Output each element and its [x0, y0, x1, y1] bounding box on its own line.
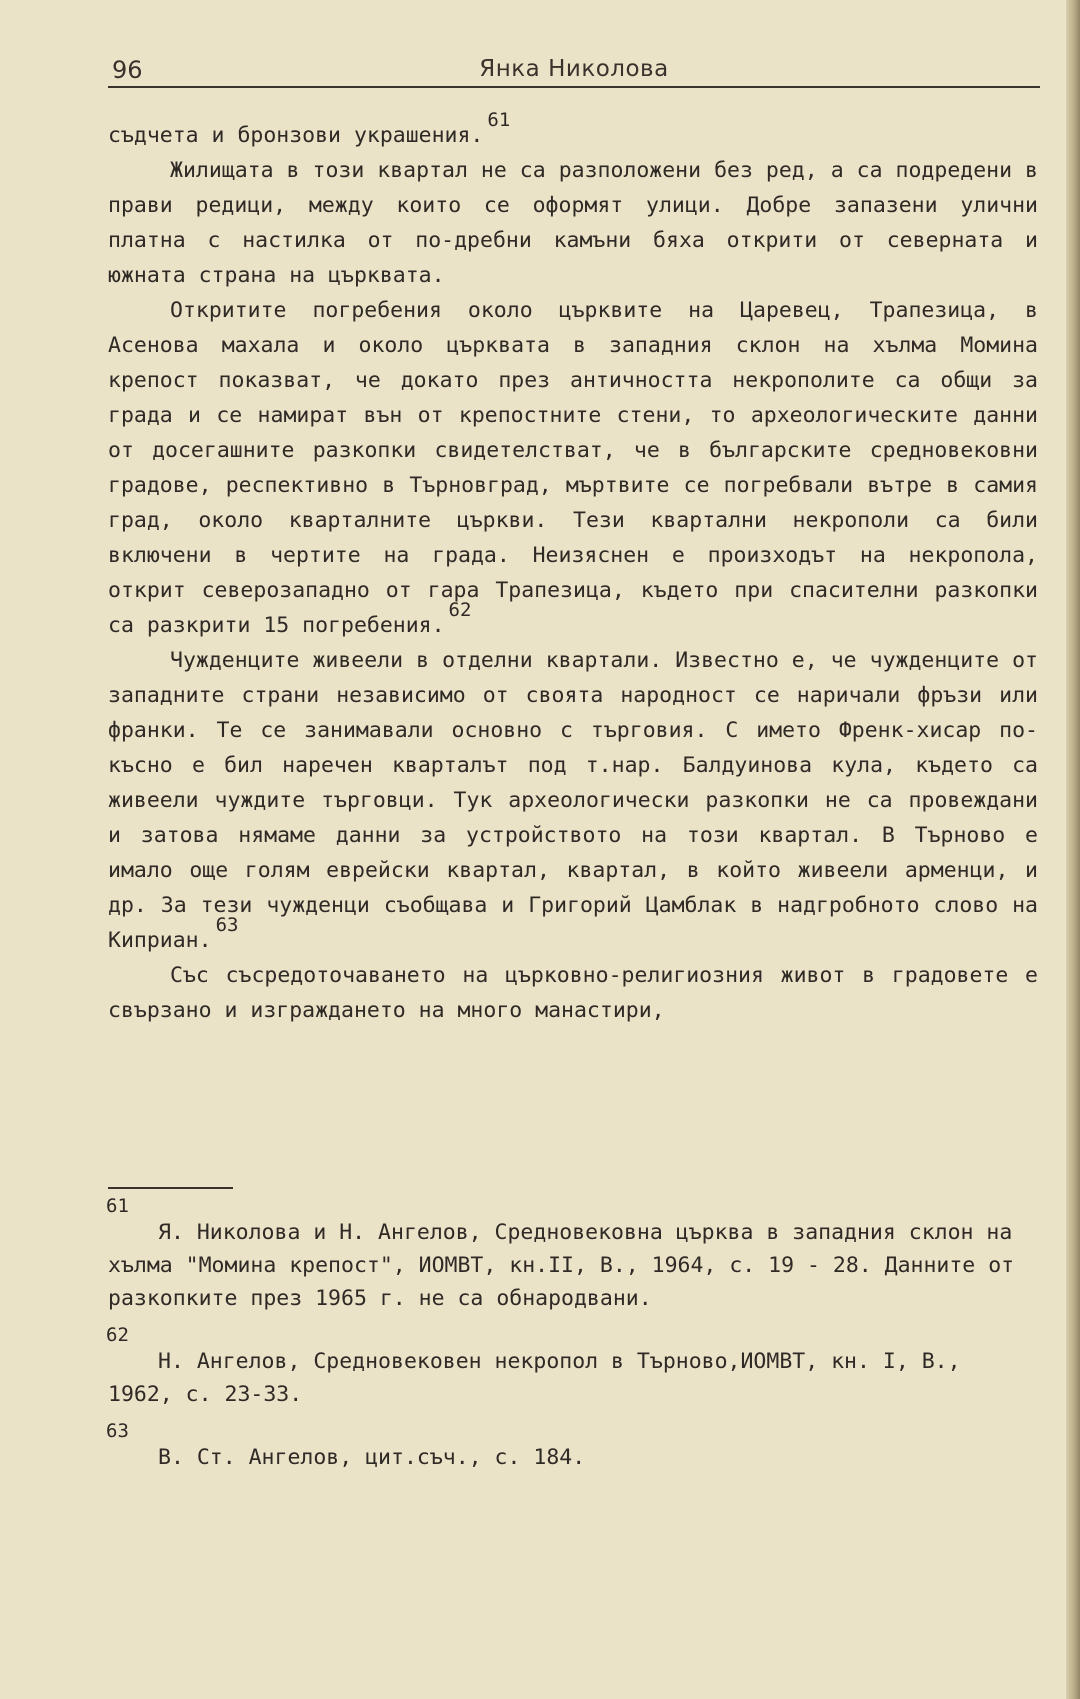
footnote-ref-62: 62	[448, 599, 472, 621]
footnote-ref-63: 63	[215, 914, 239, 936]
page-number: 96	[112, 56, 143, 84]
running-head: Янка Николова	[479, 56, 669, 82]
paragraph-4	[108, 643, 1038, 958]
footnotes	[108, 1196, 1038, 1484]
footnote-ref-61: 61	[487, 109, 511, 131]
page-edge	[1066, 0, 1080, 1699]
paragraph-4-text: Чужденците живеели в отделни квартали. Известно е, че чужденците от западните страни независимо от своята народност се наричали фръзи или франки. Те се занимавали основно с търговия. С името Френк-хисар по-късно е бил наречен кварталът под т.нар. Балдуинова кула, където са живеели чуждите търговци. Тук археологически разкопки не са провеждани и затова нямаме данни за устройството на този квартал. В Търново е имало още голям еврейски квартал, квартал, в който живеели арменци, и др. За тези чужденци съобщава и Григорий Цамблак в надгробното слово на Киприан.	[108, 648, 1038, 953]
footnote-rule	[108, 1187, 233, 1189]
paragraph-1	[108, 109, 1038, 153]
page-header	[108, 56, 1040, 86]
footnote-63	[108, 1421, 1038, 1474]
footnote-62	[108, 1325, 1038, 1411]
footnote-text: Н. Ангелов, Средновековен некропол в Търново,ИОМВТ, кн. I, В., 1962, с. 23-33.	[108, 1349, 961, 1407]
paragraph-1-text: съдчета и бронзови украшения.	[108, 123, 484, 148]
paragraph-3-text: Откритите погребения около църквите на Царевец, Трапезица, в Асенова махала и около църквата в западния склон на хълма Момина крепост показват, че докато през античността некрополите са общи за града и се намират вън от крепостните стени, то археологическите данни от досегашните разкопки свидетелстват, че в българските средновековни градове, респективно в Търновград, мъртвите се погребвали вътре в самия град, около кварталните църкви. Тези квартални некрополи са били включени в чертите на града. Неизяснен е произходът на некропола, открит северозападно от гара Трапезица, където при спасителни разкопки са разкрити 15 погребения.	[108, 298, 1038, 638]
header-rule	[108, 86, 1040, 88]
footnote-61	[108, 1196, 1038, 1315]
paragraph-2: Жилищата в този квартал не са разположени без ред, а са подредени в прави редици, между които се оформят улици. Добре запазени улични платна с настилка от по-дребни камъни бяха открити от северната и южната страна на църквата.	[108, 158, 1038, 288]
paragraph-5: Със съсредоточаването на църковно-религиозния живот в градовете е свързано и изграждането на много манастири,	[108, 963, 1038, 1023]
footnote-text: Я. Николова и Н. Ангелов, Средновековна църква в западния склон на хълма "Момина крепост", ИОМВТ, кн.II, В., 1964, с. 19 - 28. Данните от разкопките през 1965 г. не са обнародвани.	[108, 1220, 1015, 1311]
footnote-number: 63	[106, 1420, 129, 1442]
paragraph-3	[108, 293, 1038, 643]
footnote-text: В. Ст. Ангелов, цит.съч., с. 184.	[158, 1445, 586, 1470]
footnote-number: 61	[106, 1195, 129, 1217]
footnote-number: 62	[106, 1324, 129, 1346]
main-text	[108, 109, 1038, 1028]
